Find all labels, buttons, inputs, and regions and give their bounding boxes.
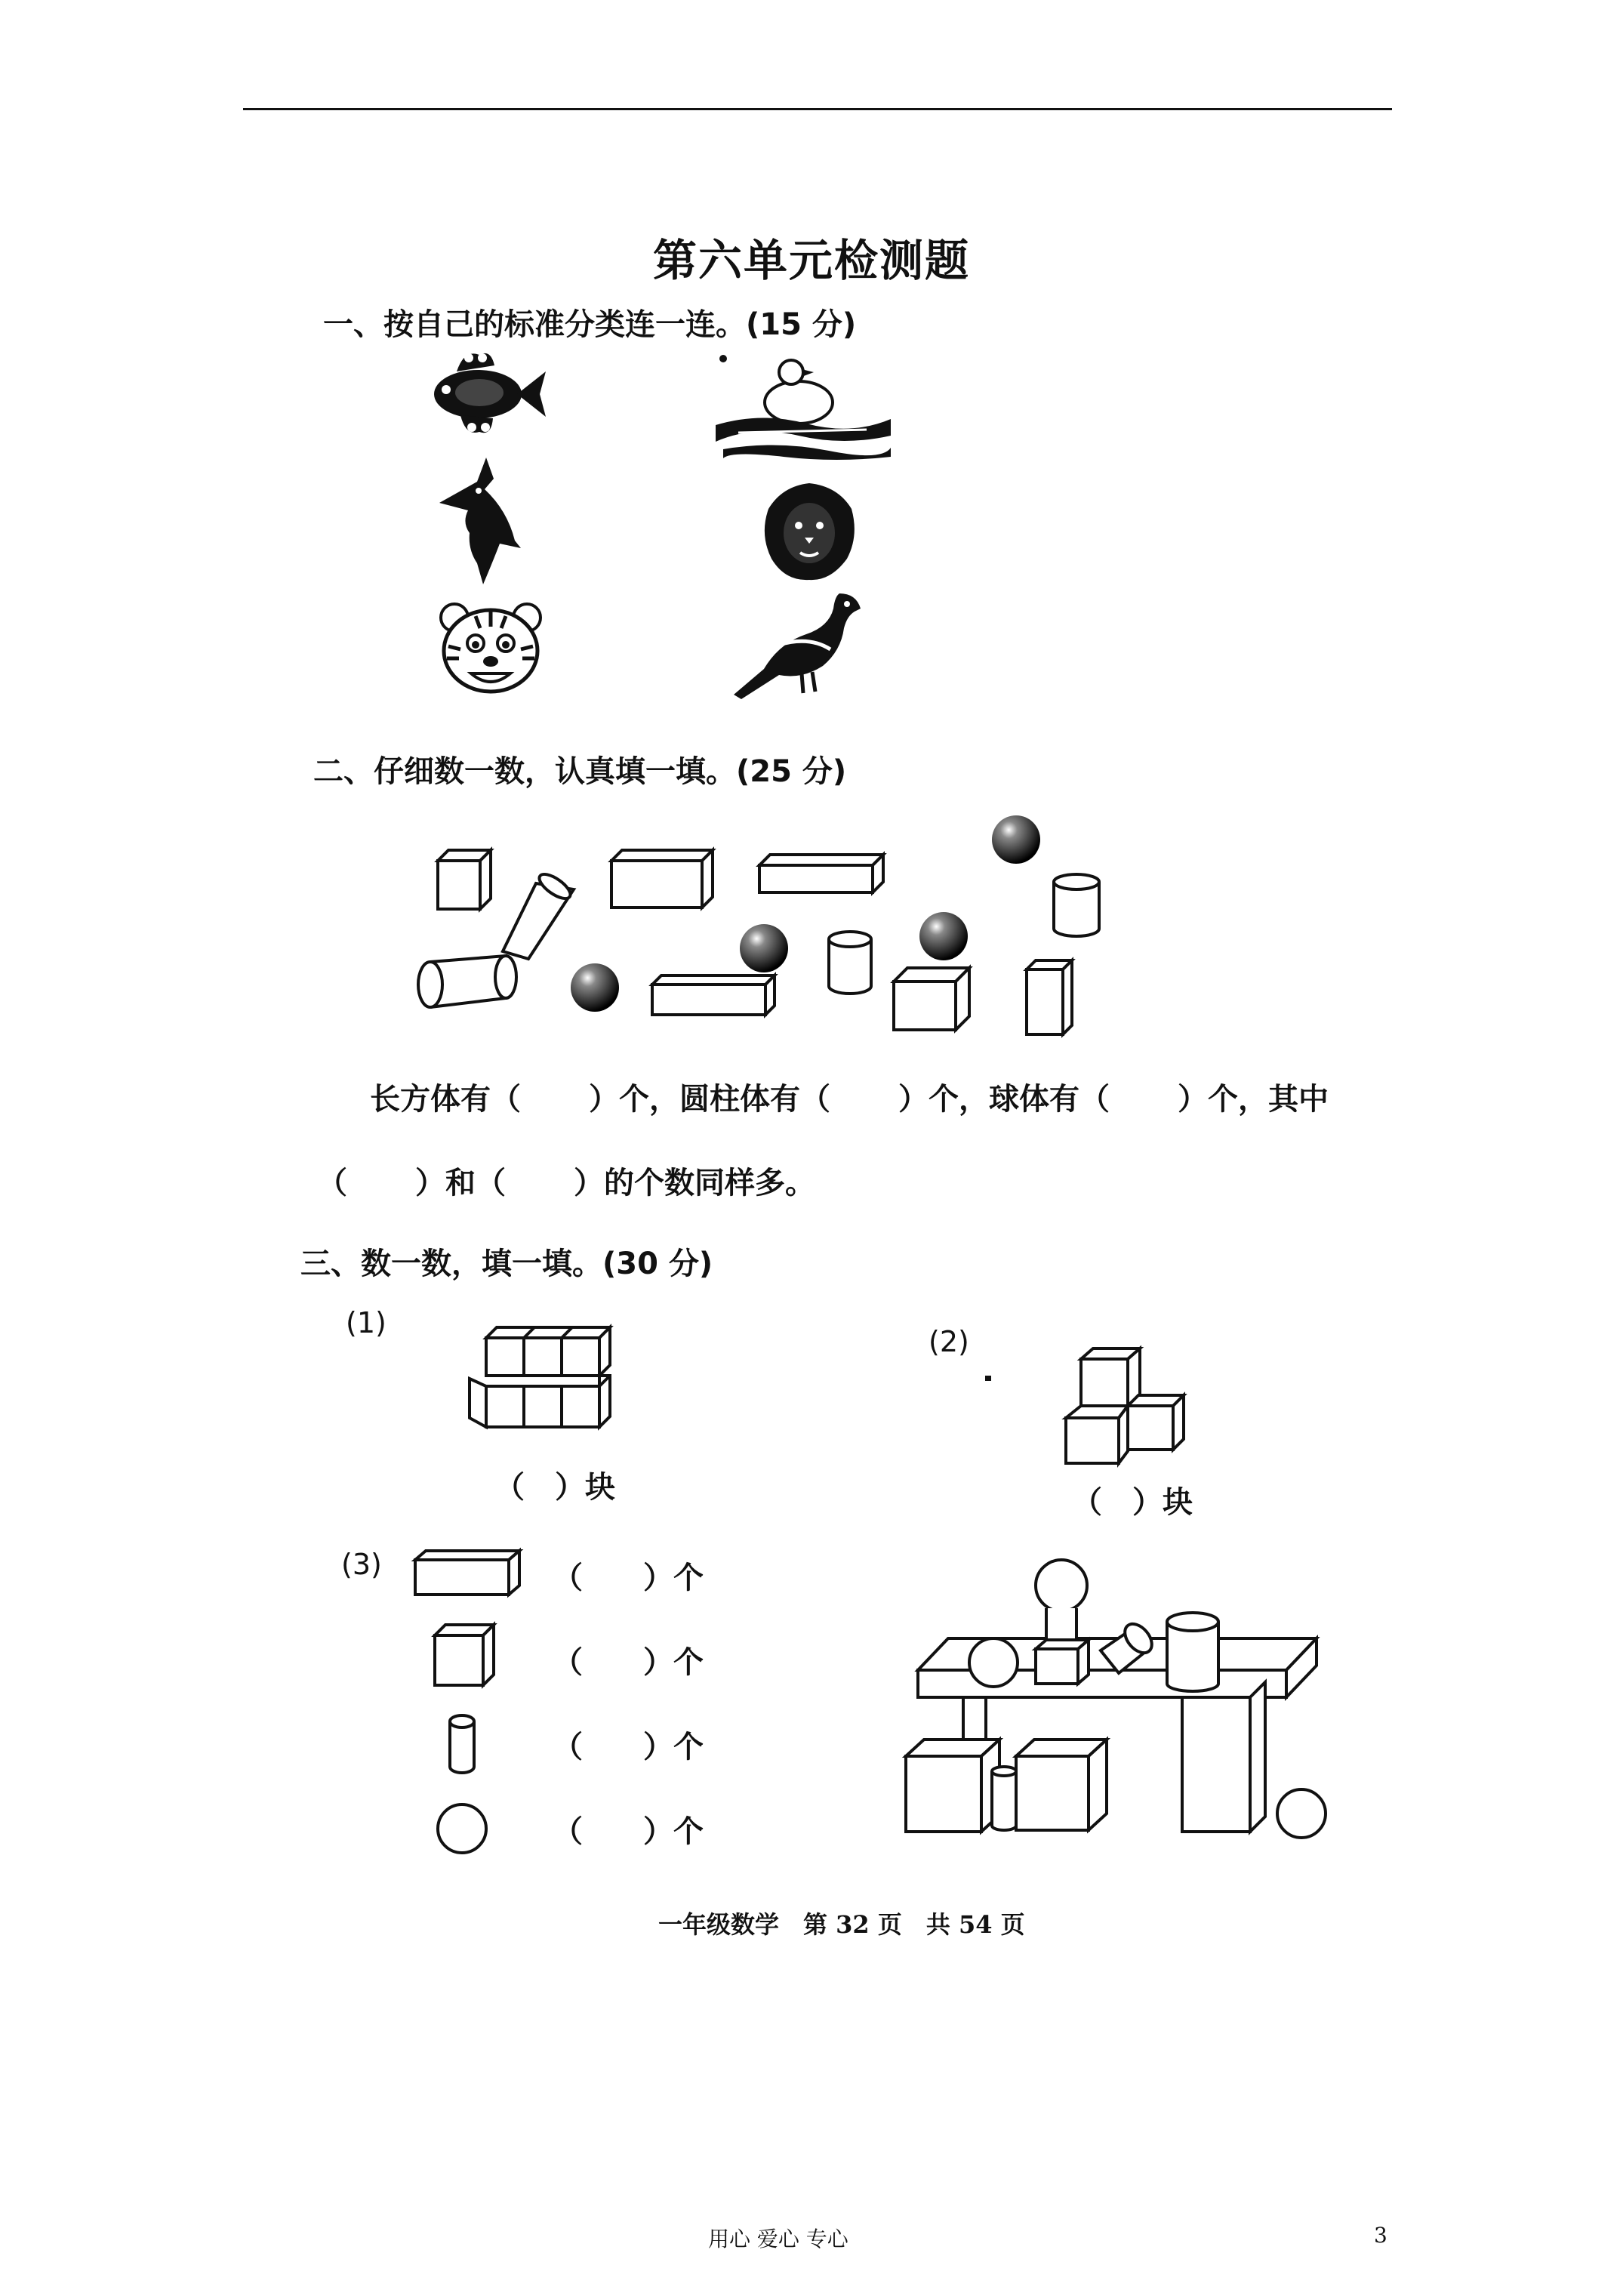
cylinder-lying: [418, 956, 516, 1007]
ball-4: [571, 963, 619, 1012]
q1-cube-stack: [470, 1326, 610, 1428]
same-count-and: ）和（: [415, 1166, 506, 1200]
section2-fill-line1: [370, 1075, 1329, 1118]
q1-label: (1): [346, 1306, 387, 1339]
q3-label: (3): [341, 1548, 382, 1581]
section2-fill-line2: [317, 1159, 815, 1202]
page-title: 第六单元检测题: [652, 235, 970, 286]
woodpecker-icon: [439, 458, 522, 586]
section2-heading: 二、仔细数一数，认真填一填。(25 分): [313, 754, 847, 789]
section3-heading: 三、数一数，填一填。(30 分): [300, 1247, 713, 1281]
cuboid-5: [894, 968, 969, 1030]
cuboid-1: [438, 850, 491, 909]
legend-sphere-icon: [435, 1801, 489, 1856]
among-them-label: ）个，其中: [1178, 1082, 1329, 1117]
pigeon-icon: [734, 590, 864, 702]
cylinder-1: [1054, 874, 1099, 936]
ink-dot: [985, 1376, 991, 1381]
tiger-icon: [438, 601, 544, 695]
top-rule: [243, 108, 1392, 110]
same-count-close: ）的个数同样多。: [574, 1166, 815, 1200]
same-count-open: （: [317, 1166, 347, 1200]
q3-cuboid-answer[interactable]: （ ）个: [553, 1561, 704, 1595]
cylinder-slanted: [503, 870, 574, 959]
section1-heading: 一、按自己的标准分类连一连。(15 分): [323, 307, 857, 342]
q2-answer[interactable]: （ ）块: [1072, 1485, 1193, 1520]
ball-3: [919, 912, 968, 960]
lion-icon: [762, 483, 857, 581]
cylinder-2: [829, 932, 871, 994]
cuboid-count-label: 长方体有（: [370, 1082, 521, 1117]
cylinder-count-label: ）个，圆柱体有（: [589, 1082, 830, 1117]
q3-cube-answer[interactable]: （ ）个: [553, 1645, 704, 1680]
cuboid-3: [759, 855, 883, 892]
q2-cube-stack: [1063, 1345, 1184, 1466]
solids-illustration: [385, 800, 1155, 1057]
cuboid-2: [611, 850, 713, 908]
page-footer: 一年级数学 第 32 页 共 54 页: [658, 1910, 1025, 1939]
q1-answer[interactable]: （ ）块: [494, 1470, 615, 1505]
legend-cube-icon: [433, 1623, 497, 1687]
q3-sphere-answer[interactable]: （ ）个: [553, 1814, 704, 1849]
q3-cylinder-answer[interactable]: （ ）个: [553, 1730, 704, 1764]
duck-icon: [716, 351, 891, 463]
cuboid-6: [1027, 960, 1072, 1034]
cuboid-4: [652, 975, 775, 1015]
page-number: 3: [1374, 2223, 1387, 2248]
q3-table-construction: [903, 1552, 1326, 1847]
q2-label: (2): [929, 1325, 969, 1358]
ball-1: [992, 815, 1040, 864]
fish-icon: [419, 349, 547, 438]
ball-2: [740, 924, 788, 972]
sphere-count-label: ）个，球体有（: [898, 1082, 1110, 1117]
legend-cuboid-icon: [414, 1549, 521, 1596]
bottom-slogan: 用心 爱心 专心: [708, 2227, 848, 2251]
legend-cylinder-icon: [447, 1714, 477, 1776]
